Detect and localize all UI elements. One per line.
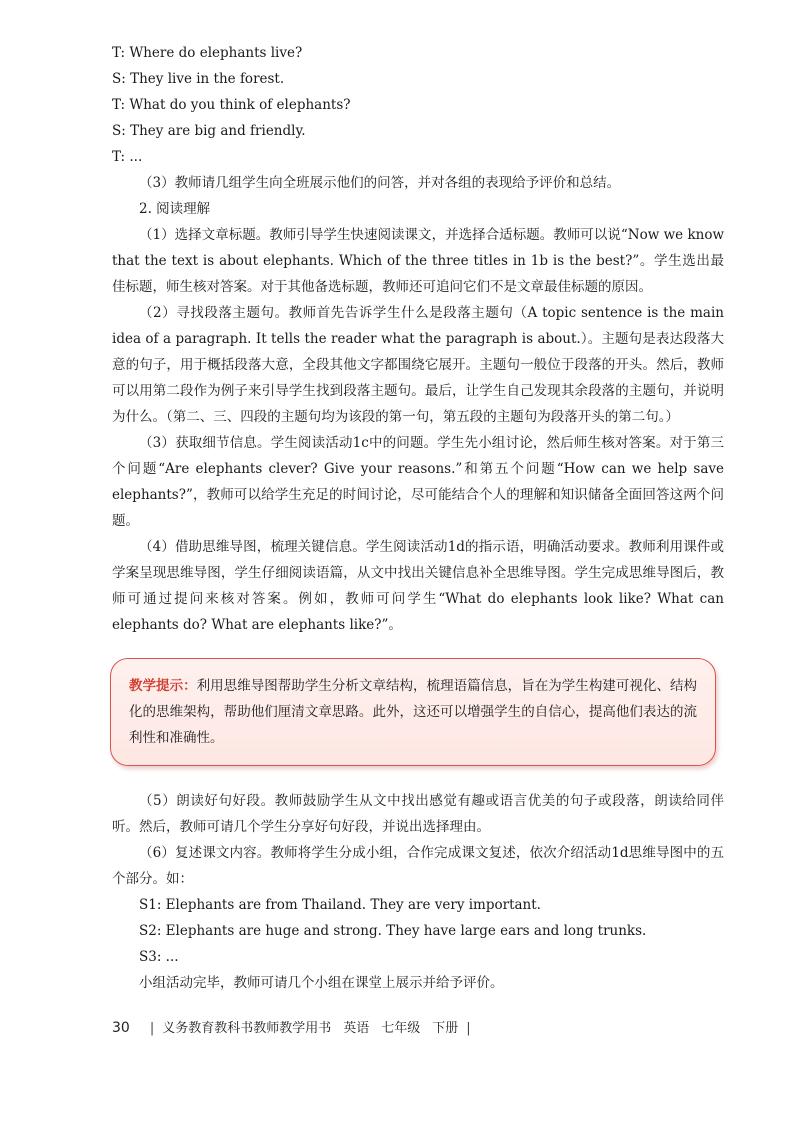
footer-divider: | bbox=[466, 1021, 471, 1036]
page-number: 30 bbox=[112, 1020, 130, 1036]
dialogue-line: T: Where do elephants live? bbox=[112, 45, 303, 61]
teaching-tip-label: 教学提示： bbox=[129, 678, 197, 694]
dialogue-line: T: ... bbox=[112, 149, 143, 165]
dialogue-line: S: They are big and friendly. bbox=[112, 123, 306, 139]
teaching-tip bbox=[129, 673, 697, 751]
footer-divider: | bbox=[149, 1021, 155, 1036]
teaching-tip-box bbox=[110, 658, 716, 766]
page-footer bbox=[112, 1018, 479, 1039]
dialogue-line: S3: ... bbox=[139, 949, 179, 965]
grade: 七年级 bbox=[381, 1021, 421, 1036]
reading-item: （1）选择文章标题。教师引导学生快速阅读课文，并选择合适标题。教师可以说“Now we know that the text is about elephants. Which of the three titles in 1b is the best?”。学生选出最佳标题，师生核对答案。对于其他备选标题，教师还可追问它们不是文章最佳标题的原因。 bbox=[112, 227, 724, 295]
reading-item: （3）获取细节信息。学生阅读活动1c中的问题。学生先小组讨论，然后师生核对答案。对于第三个问题“Are elephants clever? Give your reasons.”和第五个问题“How can we help save elephants?”，教师可以给学生充足的时间讨论，尽可能结合个人的理解和知识储备全面回答这两个问题。 bbox=[112, 435, 724, 529]
page-content bbox=[112, 40, 724, 996]
step-3-paragraph: （3）教师请几组学生向全班展示他们的问答，并对各组的表现给予评价和总结。 bbox=[139, 175, 621, 191]
volume: 下册 bbox=[432, 1021, 459, 1036]
teaching-tip-text: 利用思维导图帮助学生分析文章结构，梳理语篇信息，旨在为学生构建可视化、结构化的思维架构，帮助他们厘清文章思路。此外，这还可以增强学生的自信心，提高他们表达的流利性和准确性。 bbox=[129, 678, 698, 746]
reading-item: （2）寻找段落主题句。教师首先告诉学生什么是段落主题句（A topic sentence is the main idea of a paragraph. It tells the reader what the paragraph is about.）。主题句是表达段落大意的句子，用于概括段落大意，全段其他文字都围绕它展开。主题句一般位于段落的开头。然后，教师可以用第二段作为例子来引导学生找到段落主题句。最后，让学生自己发现其余段落的主题句，并说明为什么。（第二、三、四段的主题句均为该段的第一句，第五段的主题句为段落开头的第二句。） bbox=[112, 305, 724, 425]
closing-paragraph: 小组活动完毕，教师可请几个小组在课堂上展示并给予评价。 bbox=[139, 975, 504, 991]
reading-item: （4）借助思维导图，梳理关键信息。学生阅读活动1d的指示语，明确活动要求。教师利用课件或学案呈现思维导图，学生仔细阅读语篇，从文中找出关键信息补全思维导图。学生完成思维导图后，教师可通过提问来核对答案。例如，教师可问学生“What do elephants look like? What can elephants do? What are elephants like?”。 bbox=[112, 539, 724, 633]
reading-item: （5）朗读好句好段。教师鼓励学生从文中找出感觉有趣或语言优美的句子或段落，朗读给同伴听。然后，教师可请几个学生分享好句好段，并说出选择理由。 bbox=[112, 793, 724, 835]
book-title: 义务教育教科书教师教学用书 bbox=[162, 1021, 332, 1036]
dialogue-line: S1: Elephants are from Thailand. They are very important. bbox=[139, 897, 541, 913]
dialogue-line: T: What do you think of elephants? bbox=[112, 97, 351, 113]
section-heading: 2. 阅读理解 bbox=[139, 201, 211, 217]
subject: 英语 bbox=[343, 1021, 370, 1036]
dialogue-line: S: They live in the forest. bbox=[112, 71, 285, 87]
dialogue-line: S2: Elephants are huge and strong. They have large ears and long trunks. bbox=[139, 923, 647, 939]
reading-item: （6）复述课文内容。教师将学生分成小组，合作完成课文复述，依次介绍活动1d思维导图中的五个部分。如： bbox=[112, 845, 724, 887]
